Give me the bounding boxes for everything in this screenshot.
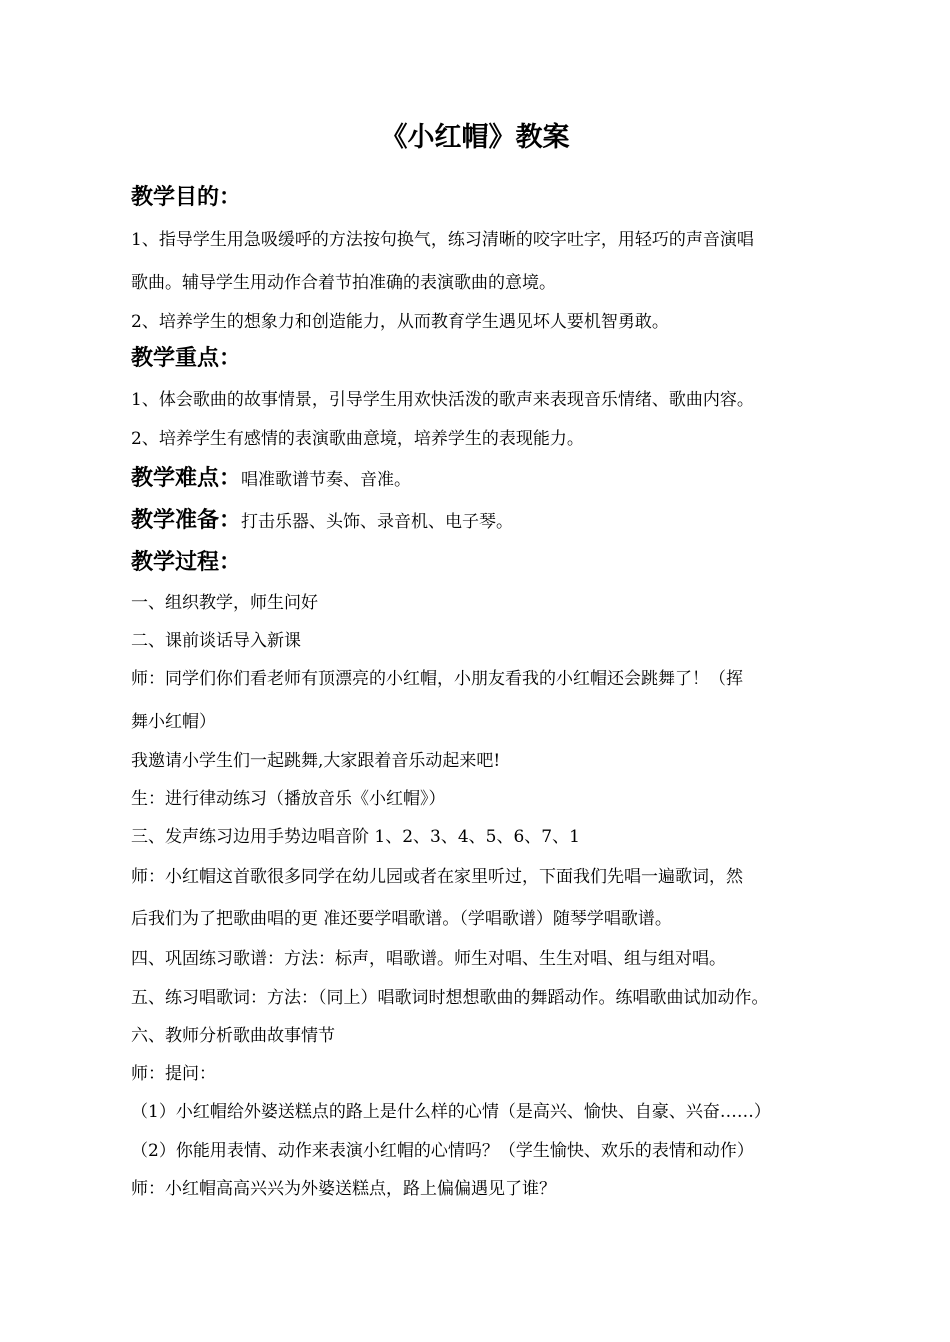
process-line-11: 五、练习唱歌词：方法：（同上）唱歌词时想想歌曲的舞蹈动作。练唱歌曲试加动作。	[131, 988, 769, 1008]
process-line-7: 三、发声练习边用手势边唱音阶 1、2、3、4、5、6、7、1	[131, 827, 580, 847]
process-line-1: 一、组织教学，师生问好	[131, 593, 318, 613]
document-title: 《小红帽》教案	[380, 122, 570, 153]
process-line-5: 我邀请小学生们一起跳舞,大家跟着音乐动起来吧!	[131, 751, 501, 771]
process-line-9: 后我们为了把歌曲唱的更 准还要学唱歌谱。（学唱歌谱）随琴学唱歌谱。	[131, 909, 672, 929]
key-points-heading-label: 教学重点：	[131, 346, 242, 371]
key-points-line-1: 1、体会歌曲的故事情景，引导学生用欢快活泼的歌声来表现音乐情绪、歌曲内容。	[131, 390, 754, 410]
process-heading-label: 教学过程：	[131, 550, 242, 575]
preparation-value: 打击乐器、头饰、录音机、电子琴。	[241, 512, 514, 532]
difficulty-value: 唱准歌谱节奏、音准。	[241, 470, 412, 490]
objectives-heading-label: 教学目的：	[131, 185, 242, 210]
process-line-4: 舞小红帽）	[131, 712, 216, 732]
objectives-line-1: 1、指导学生用急吸缓呼的方法按句换气，练习清晰的咬字吐字，用轻巧的声音演唱	[131, 230, 754, 250]
process-line-13: 师：提问：	[131, 1064, 216, 1084]
difficulty-row	[131, 462, 411, 497]
preparation-heading-label: 教学准备：	[131, 508, 242, 533]
key-points-heading	[131, 342, 241, 377]
process-line-14: （1）小红帽给外婆送糕点的路上是什么样的心情（是高兴、愉快、自豪、兴奋……）	[131, 1102, 771, 1122]
key-points-line-2: 2、培养学生有感情的表演歌曲意境，培养学生的表现能力。	[131, 429, 584, 449]
process-line-15: （2）你能用表情、动作来表演小红帽的心情吗？（学生愉快、欢乐的表情和动作）	[131, 1141, 754, 1161]
objectives-heading	[131, 181, 241, 216]
objectives-line-3: 2、培养学生的想象力和创造能力，从而教育学生遇见坏人要机智勇敢。	[131, 312, 669, 332]
preparation-row	[131, 504, 513, 539]
process-line-3: 师：同学们你们看老师有顶漂亮的小红帽，小朋友看我的小红帽还会跳舞了！（挥	[131, 669, 743, 689]
difficulty-heading-label: 教学难点：	[131, 466, 242, 491]
process-line-12: 六、教师分析歌曲故事情节	[131, 1026, 335, 1046]
process-line-6: 生：进行律动练习（播放音乐《小红帽》）	[131, 789, 446, 809]
process-line-8: 师：小红帽这首歌很多同学在幼儿园或者在家里听过，下面我们先唱一遍歌词，然	[131, 867, 743, 887]
process-line-10: 四、巩固练习歌谱：方法：标声，唱歌谱。师生对唱、生生对唱、组与组对唱。	[131, 949, 726, 969]
process-heading	[131, 546, 241, 581]
process-line-2: 二、课前谈话导入新课	[131, 631, 301, 651]
objectives-line-2: 歌曲。辅导学生用动作合着节拍准确的表演歌曲的意境。	[131, 273, 556, 293]
process-line-16: 师：小红帽高高兴兴为外婆送糕点，路上偏偏遇见了谁？	[131, 1179, 556, 1199]
